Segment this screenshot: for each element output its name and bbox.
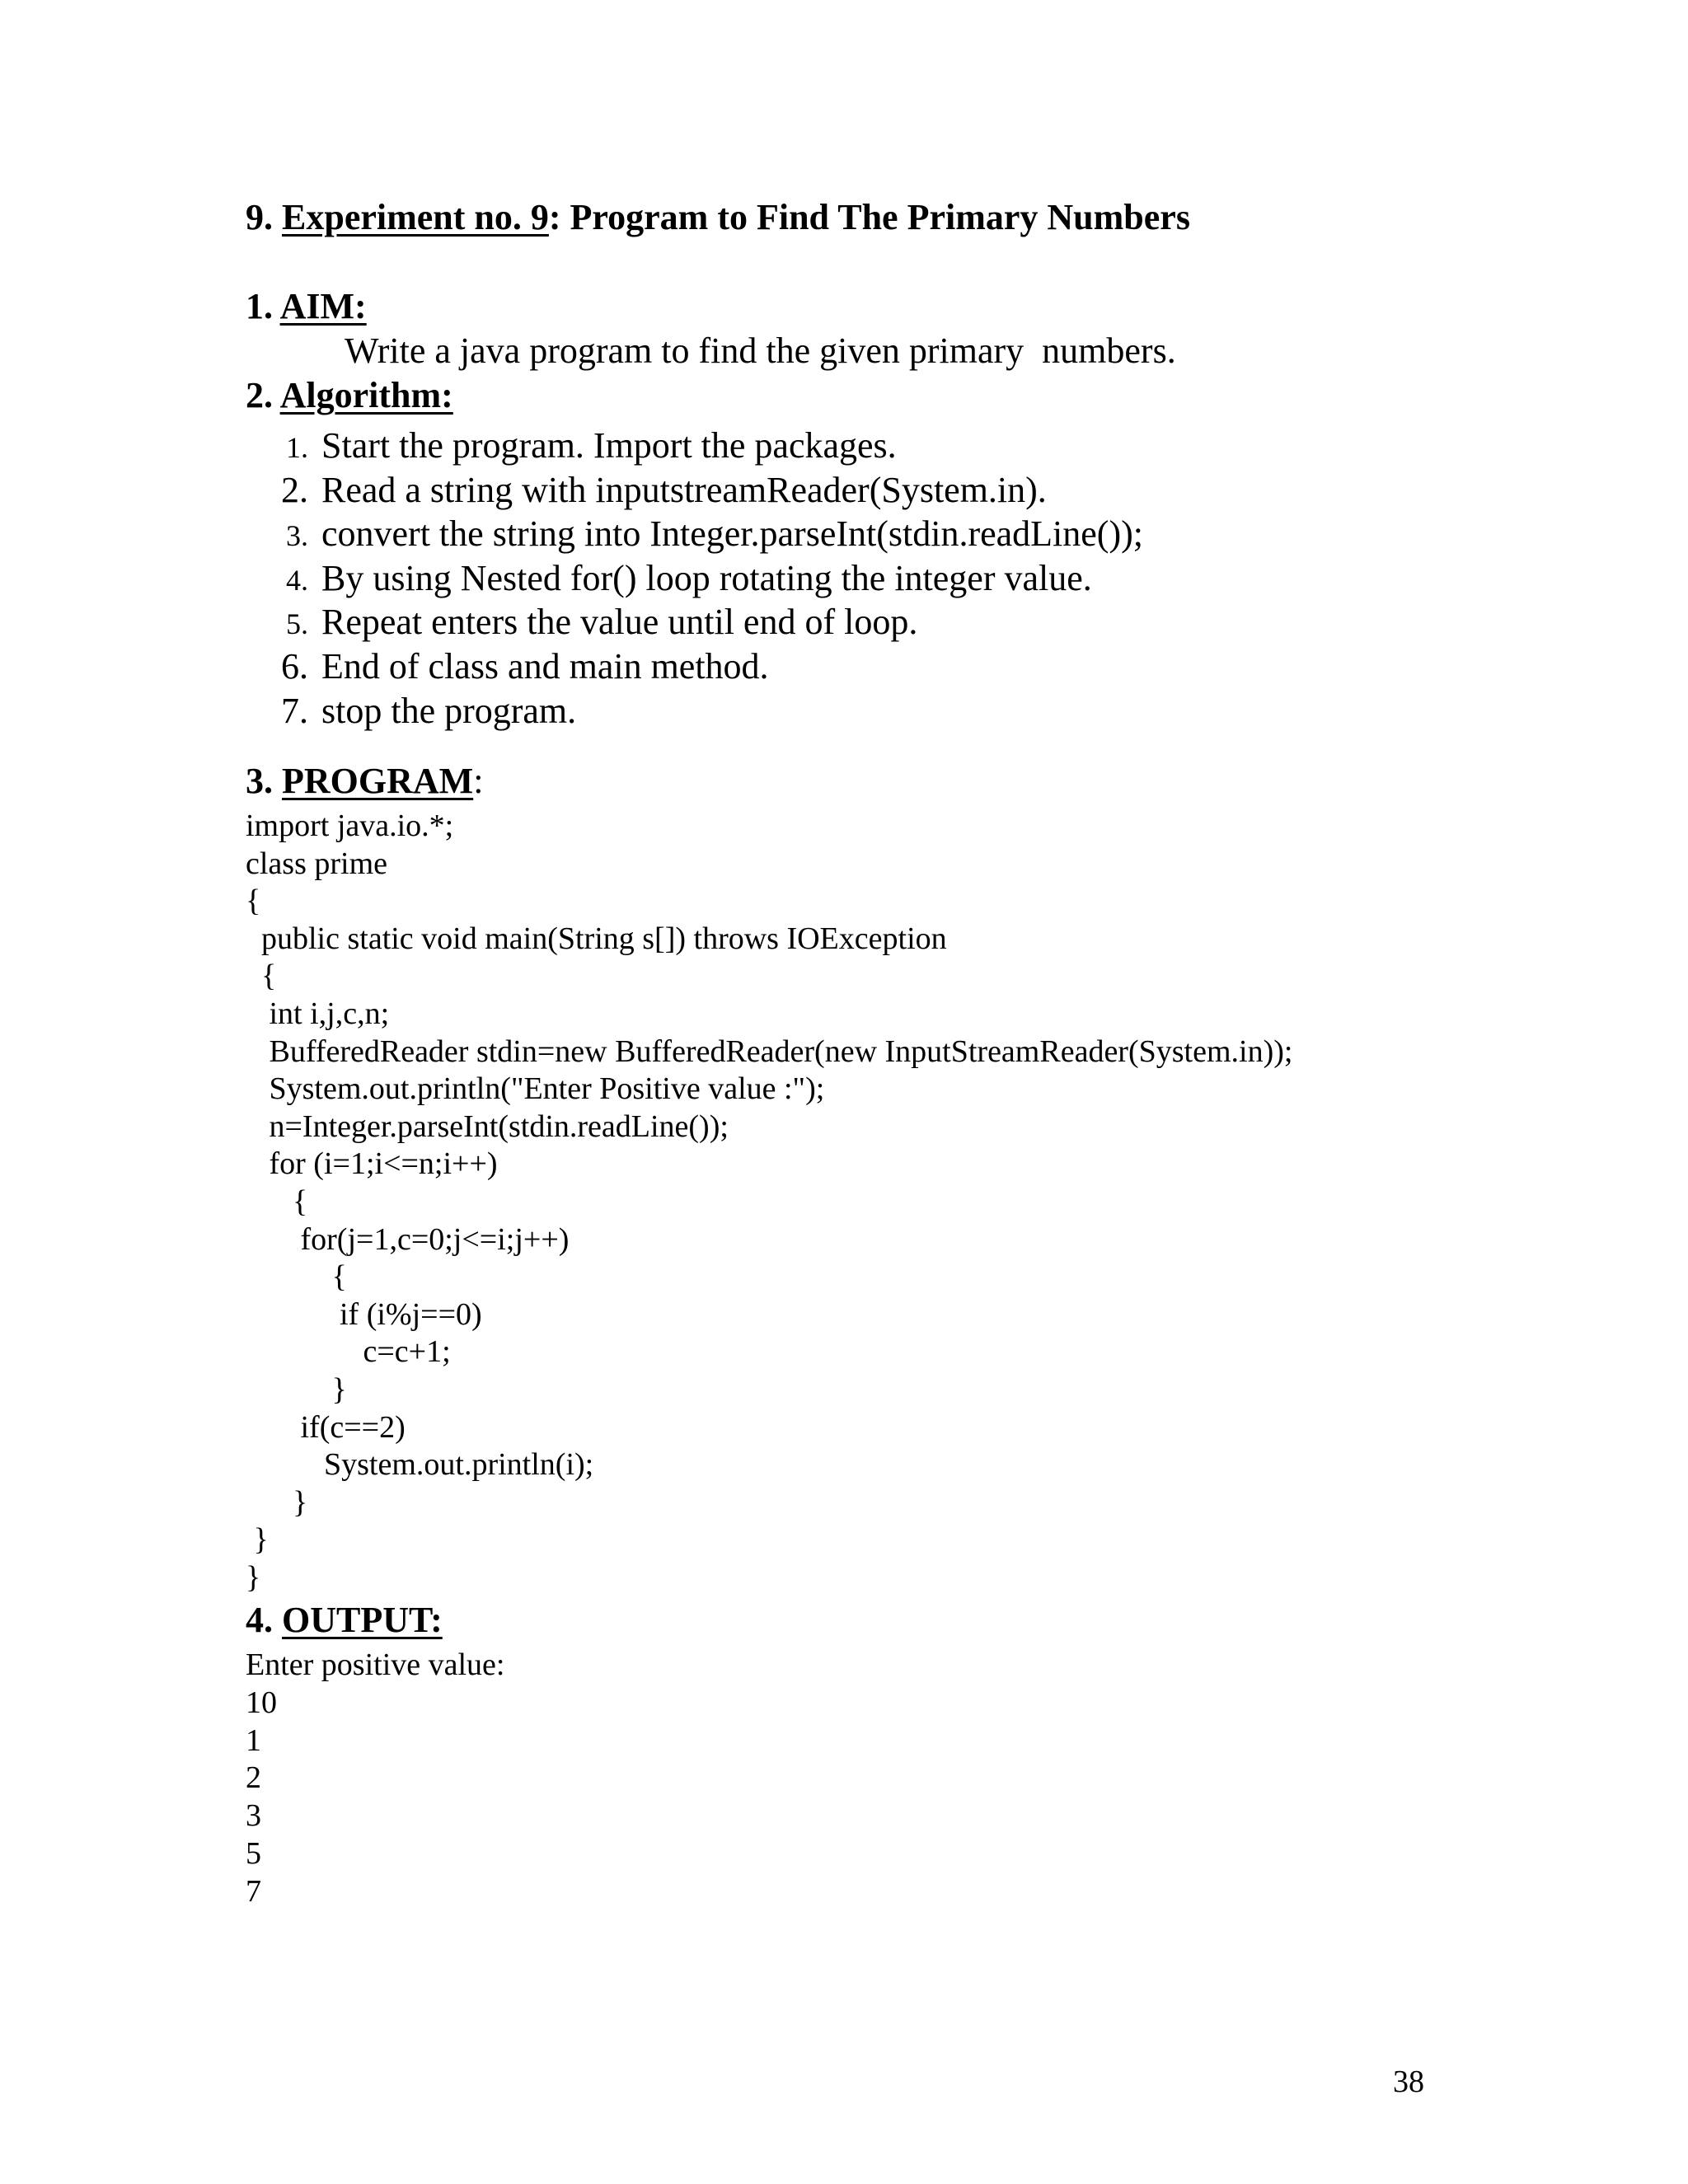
program-number: 3.	[246, 761, 282, 801]
code-line: {	[246, 1259, 347, 1295]
code-line: {	[246, 958, 277, 994]
algorithm-heading	[246, 374, 453, 416]
list-item	[246, 600, 1143, 644]
program-heading	[246, 760, 483, 802]
list-item	[246, 689, 1143, 733]
code-line: }	[246, 1484, 308, 1520]
code-line: {	[246, 1183, 308, 1219]
output-heading-label: OUTPUT:	[282, 1600, 443, 1640]
step-number: 4.	[286, 563, 308, 597]
title-prefix: 9.	[246, 197, 282, 237]
output-heading	[246, 1599, 443, 1641]
output-number: 4.	[246, 1600, 282, 1640]
output-line: Enter positive value:	[246, 1647, 505, 1682]
algorithm-steps	[246, 424, 1143, 733]
program-heading-colon: :	[473, 761, 484, 801]
code-line: class prime	[246, 846, 388, 881]
code-line: import java.io.*;	[246, 808, 454, 843]
step-text: Repeat enters the value until end of loop.	[321, 602, 918, 643]
program-heading-label: PROGRAM	[282, 761, 474, 801]
program-output	[246, 1647, 504, 1911]
page-title	[246, 196, 1190, 238]
code-line: int i,j,c,n;	[246, 996, 390, 1031]
step-text: Start the program. Import the packages.	[321, 425, 897, 466]
code-line: BufferedReader stdin=new BufferedReader(new InputStreamReader(System.in));	[246, 1033, 1293, 1069]
aim-number: 1.	[246, 286, 280, 326]
code-line: }	[246, 1371, 347, 1407]
step-text: End of class and main method.	[321, 645, 769, 687]
output-line: 2	[246, 1760, 261, 1796]
code-line: for (i=1;i<=n;i++)	[246, 1146, 498, 1182]
list-item	[246, 468, 1143, 513]
list-item	[246, 556, 1143, 601]
step-text: Read a string with inputstreamReader(System.in).	[321, 469, 1047, 510]
step-number: 5.	[286, 607, 308, 641]
list-item	[246, 512, 1143, 556]
step-text: convert the string into Integer.parseInt(stdin.readLine());	[321, 513, 1143, 555]
step-text: By using Nested for() loop rotating the integer value.	[321, 557, 1092, 598]
algorithm-heading-label: Algorithm:	[279, 375, 453, 415]
code-line: if (i%j==0)	[246, 1296, 482, 1332]
aim-text: Write a java program to find the given primary numbers.	[345, 330, 1176, 371]
algorithm-number: 2.	[246, 375, 280, 415]
code-line: if(c==2)	[246, 1409, 406, 1445]
list-item	[246, 644, 1143, 689]
output-line: 1	[246, 1722, 261, 1758]
code-line: System.out.println("Enter Positive value :");	[246, 1071, 825, 1107]
aim-heading-label: AIM:	[279, 286, 367, 326]
step-number: 3.	[286, 519, 308, 553]
code-line: }	[246, 1522, 269, 1558]
step-number: 1.	[286, 431, 308, 464]
code-line: {	[246, 883, 261, 919]
output-line: 3	[246, 1798, 261, 1834]
title-suffix: : Program to Find The Primary Numbers	[548, 197, 1190, 237]
code-line: c=c+1;	[246, 1334, 451, 1370]
output-line: 5	[246, 1835, 261, 1871]
code-line: for(j=1,c=0;j<=i;j++)	[246, 1221, 570, 1257]
aim-heading	[246, 285, 367, 327]
step-number: 7.	[281, 690, 308, 731]
program-code	[246, 808, 1292, 1596]
list-item	[246, 424, 1143, 468]
page-number: 38	[1393, 2064, 1424, 2099]
step-number: 6.	[281, 645, 308, 687]
code-line: }	[246, 1559, 261, 1595]
experiment-label: Experiment no. 9	[282, 197, 549, 237]
code-line: System.out.println(i);	[246, 1447, 594, 1483]
step-number: 2.	[281, 469, 308, 510]
code-line: n=Integer.parseInt(stdin.readLine());	[246, 1108, 729, 1144]
code-line: public static void main(String s[]) throws IOException	[246, 921, 947, 956]
output-line: 7	[246, 1873, 261, 1909]
output-line: 10	[246, 1685, 277, 1720]
step-text: stop the program.	[321, 690, 577, 731]
